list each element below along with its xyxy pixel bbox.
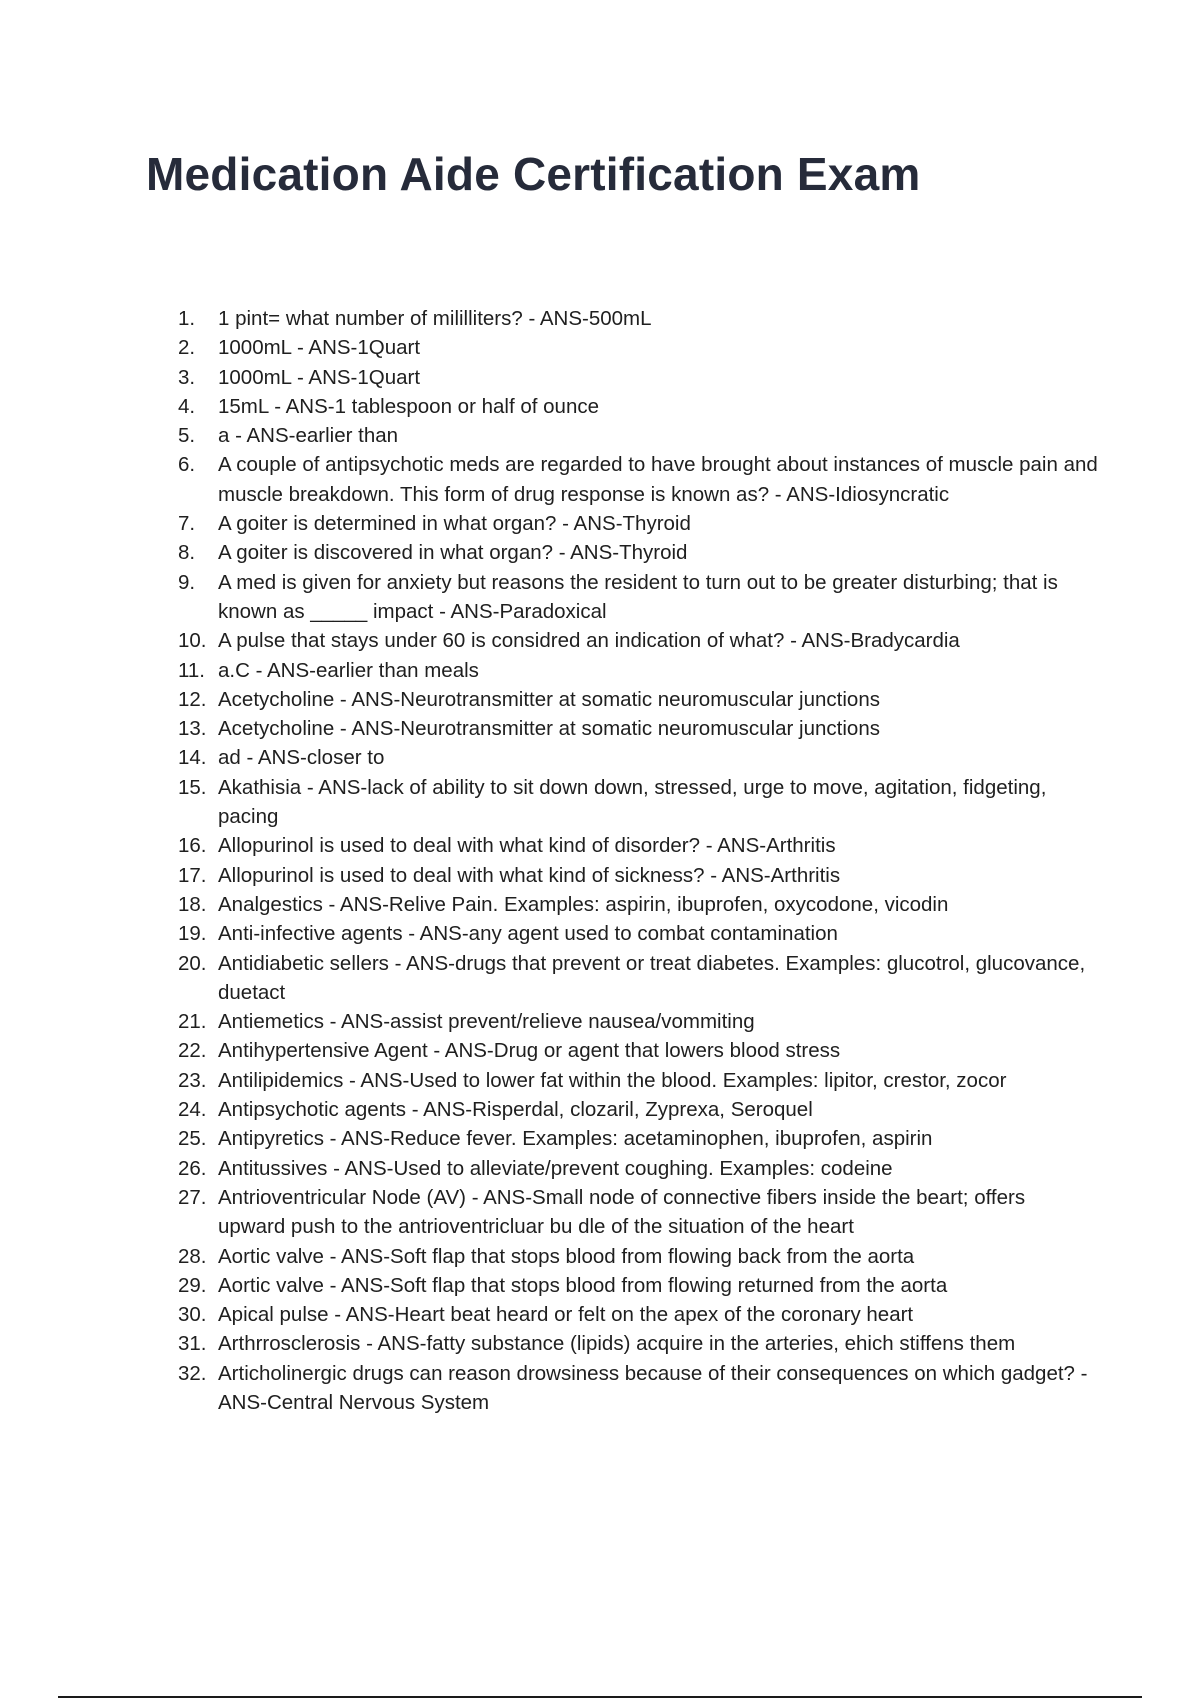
list-item: [178, 1036, 1098, 1065]
list-item: [178, 1007, 1098, 1036]
item-number: 15.: [178, 775, 207, 799]
item-number: 30.: [178, 1303, 207, 1327]
list-item: [178, 1329, 1098, 1358]
item-number: 13.: [178, 717, 207, 741]
item-text: 1000mL - ANS-1Quart: [218, 336, 421, 360]
list-item: [178, 1154, 1098, 1183]
item-text: Acetycholine - ANS-Neurotransmitter at somatic neuromuscular junctions: [218, 687, 880, 711]
item-text: Acetycholine - ANS-Neurotransmitter at somatic neuromuscular junctions: [218, 717, 880, 741]
item-text: a - ANS-earlier than: [218, 424, 399, 448]
item-text: A goiter is discovered in what organ? - ANS-Thyroid: [218, 541, 688, 565]
item-text: Aortic valve - ANS-Soft flap that stops blood from flowing returned from the aorta: [218, 1273, 948, 1297]
list-item: [178, 861, 1098, 890]
item-text: Antiemetics - ANS-assist prevent/relieve nausea/vommiting: [218, 1010, 755, 1034]
page-title: Medication Aide Certification Exam: [146, 148, 921, 200]
item-number: 23.: [178, 1068, 207, 1092]
list-item: [178, 1359, 1098, 1418]
item-text: A couple of antipsychotic meds are regarded to have brought about instances of muscle pain and muscle breakdown. This form of drug response is known as? - ANS-Idiosyncratic: [218, 453, 1098, 506]
item-number: 24.: [178, 1098, 207, 1122]
item-number: 5.: [178, 424, 196, 448]
item-text: Aortic valve - ANS-Soft flap that stops blood from flowing back from the aorta: [218, 1244, 915, 1268]
list-item: [178, 392, 1098, 421]
list-item: [178, 626, 1098, 655]
item-number: 17.: [178, 863, 207, 887]
list-item: [178, 1124, 1098, 1153]
item-number: 10.: [178, 629, 207, 653]
item-number: 20.: [178, 951, 207, 975]
list-item: [178, 568, 1098, 627]
list-item: [178, 509, 1098, 538]
item-number: 11.: [178, 658, 205, 682]
item-text: a.C - ANS-earlier than meals: [218, 658, 479, 682]
list-item: [178, 333, 1098, 362]
item-number: 12.: [178, 687, 207, 711]
item-text: A med is given for anxiety but reasons the resident to turn out to be greater disturbing; that is known as _____ impact - ANS-Paradoxical: [218, 570, 1058, 623]
list-item: [178, 1300, 1098, 1329]
item-number: 8.: [178, 541, 196, 565]
item-number: 25.: [178, 1127, 207, 1151]
item-number: 19.: [178, 922, 207, 946]
item-text: Articholinergic drugs can reason drowsiness because of their consequences on which gadget? - ANS-Central Nervous System: [218, 1361, 1088, 1414]
item-text: A goiter is determined in what organ? - ANS-Thyroid: [218, 512, 691, 536]
item-number: 29.: [178, 1273, 207, 1297]
item-text: A pulse that stays under 60 is considred an indication of what? - ANS-Bradycardia: [218, 629, 960, 653]
question-list: [178, 304, 1098, 1417]
list-item: [178, 656, 1098, 685]
list-item: [178, 304, 1098, 333]
item-number: 21.: [178, 1010, 207, 1034]
item-text: Antipsychotic agents - ANS-Risperdal, clozaril, Zyprexa, Seroquel: [218, 1098, 813, 1122]
item-number: 22.: [178, 1039, 207, 1063]
list-item: [178, 1095, 1098, 1124]
item-text: Antrioventricular Node (AV) - ANS-Small node of connective fibers inside the beart; offers upward push to the antrioventricluar bu dle of the situation of the heart: [218, 1185, 1026, 1239]
item-text: Anti-infective agents - ANS-any agent used to combat contamination: [218, 922, 838, 946]
list-item: [178, 421, 1098, 450]
item-text: Antidiabetic sellers - ANS-drugs that prevent or treat diabetes. Examples: glucotrol, glucovance, duetact: [218, 951, 1086, 1004]
list-item: [178, 949, 1098, 1008]
list-item: [178, 743, 1098, 772]
item-number: 16.: [178, 834, 207, 858]
list-item: [178, 919, 1098, 948]
list-item: [178, 1183, 1098, 1242]
item-number: 28.: [178, 1244, 207, 1268]
item-text: 15mL - ANS-1 tablespoon or half of ounce: [218, 394, 600, 418]
item-text: 1000mL - ANS-1Quart: [218, 365, 421, 389]
list-item: [178, 450, 1098, 509]
list-item: [178, 1271, 1098, 1300]
list-item: [178, 890, 1098, 919]
item-text: Akathisia - ANS-lack of ability to sit down down, stressed, urge to move, agitation, fidgeting, pacing: [218, 775, 1047, 829]
item-number: 26.: [178, 1156, 207, 1180]
item-text: Apical pulse - ANS-Heart beat heard or felt on the apex of the coronary heart: [218, 1303, 914, 1327]
list-item: [178, 363, 1098, 392]
item-text: Arthrrosclerosis - ANS-fatty substance (lipids) acquire in the arteries, ehich stiffens them: [218, 1332, 1016, 1356]
item-number: 1.: [178, 307, 196, 330]
item-number: 31.: [178, 1332, 207, 1356]
item-number: 6.: [178, 453, 196, 477]
item-number: 18.: [178, 892, 207, 916]
item-text: Antihypertensive Agent - ANS-Drug or agent that lowers blood stress: [218, 1039, 841, 1063]
list-item: [178, 1066, 1098, 1095]
item-text: Allopurinol is used to deal with what kind of sickness? - ANS-Arthritis: [218, 863, 841, 887]
footer-divider: [58, 1696, 1142, 1698]
item-text: Antilipidemics - ANS-Used to lower fat within the blood. Examples: lipitor, crestor, zocor: [218, 1068, 1007, 1092]
item-number: 2.: [178, 336, 196, 360]
item-text: 1 pint= what number of mililliters? - ANS-500mL: [218, 307, 652, 330]
list-item: [178, 831, 1098, 860]
item-text: Antipyretics - ANS-Reduce fever. Examples: acetaminophen, ibuprofen, aspirin: [218, 1127, 933, 1151]
item-number: 9.: [178, 570, 196, 594]
item-number: 27.: [178, 1185, 207, 1209]
item-number: 32.: [178, 1361, 207, 1385]
list-item: [178, 685, 1098, 714]
item-number: 4.: [178, 394, 196, 418]
list-item: [178, 1242, 1098, 1271]
list-item: [178, 714, 1098, 743]
item-number: 7.: [178, 512, 196, 536]
item-text: Antitussives - ANS-Used to alleviate/prevent coughing. Examples: codeine: [218, 1156, 893, 1180]
item-text: Analgestics - ANS-Relive Pain. Examples: aspirin, ibuprofen, oxycodone, vicodin: [218, 892, 949, 916]
list-item: [178, 773, 1098, 832]
list-item: [178, 538, 1098, 567]
item-number: 3.: [178, 365, 196, 389]
item-text: Allopurinol is used to deal with what kind of disorder? - ANS-Arthritis: [218, 834, 836, 858]
item-number: 14.: [178, 746, 207, 770]
item-text: ad - ANS-closer to: [218, 746, 385, 770]
